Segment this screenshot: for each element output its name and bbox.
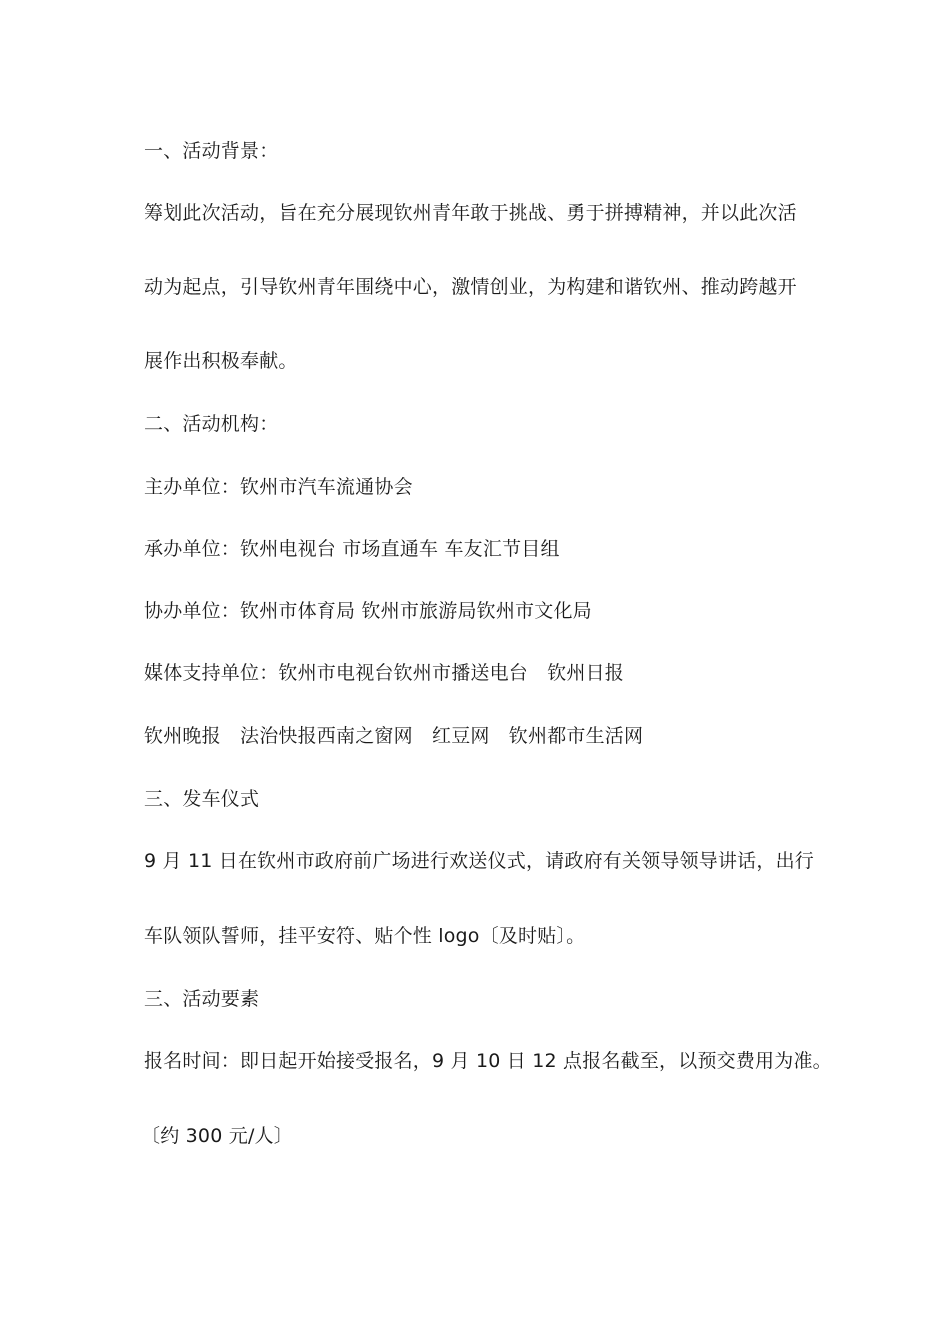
section-heading-background: 一、活动背景： bbox=[144, 140, 279, 162]
paragraph-line: 展作出积极奉献。 bbox=[144, 350, 298, 372]
paragraph-line: 9 月 11 日在钦州市政府前广场进行欢送仪式，请政府有关领导领导讲话，出行 bbox=[144, 850, 814, 872]
paragraph-line: 〔约 300 元/人〕 bbox=[141, 1125, 293, 1147]
paragraph-line: 主办单位：钦州市汽车流通协会 bbox=[144, 476, 413, 498]
paragraph-line: 筹划此次活动，旨在充分展现钦州青年敢于挑战、勇于拼搏精神，并以此次活 bbox=[144, 202, 797, 224]
paragraph-line: 承办单位：钦州电视台 市场直通车 车友汇节目组 bbox=[144, 538, 560, 560]
paragraph-line: 媒体支持单位：钦州市电视台钦州市播送电台 钦州日报 bbox=[144, 662, 625, 684]
paragraph-line: 钦州晚报 法治快报西南之窗网 红豆网 钦州都市生活网 bbox=[144, 725, 644, 747]
section-heading-ceremony: 三、发车仪式 bbox=[144, 788, 260, 810]
paragraph-line: 车队领队誓师，挂平安符、贴个性 logo〔及时贴〕。 bbox=[144, 925, 586, 947]
section-heading-elements: 三、活动要素 bbox=[144, 988, 260, 1010]
paragraph-line: 协办单位：钦州市体育局 钦州市旅游局钦州市文化局 bbox=[144, 600, 592, 622]
paragraph-line: 动为起点，引导钦州青年围绕中心，激情创业，为构建和谐钦州、推动跨越开 bbox=[144, 276, 797, 298]
paragraph-line: 报名时间：即日起开始接受报名，9 月 10 日 12 点报名截至，以预交费用为准。 bbox=[144, 1050, 832, 1072]
section-heading-organization: 二、活动机构： bbox=[144, 413, 279, 435]
